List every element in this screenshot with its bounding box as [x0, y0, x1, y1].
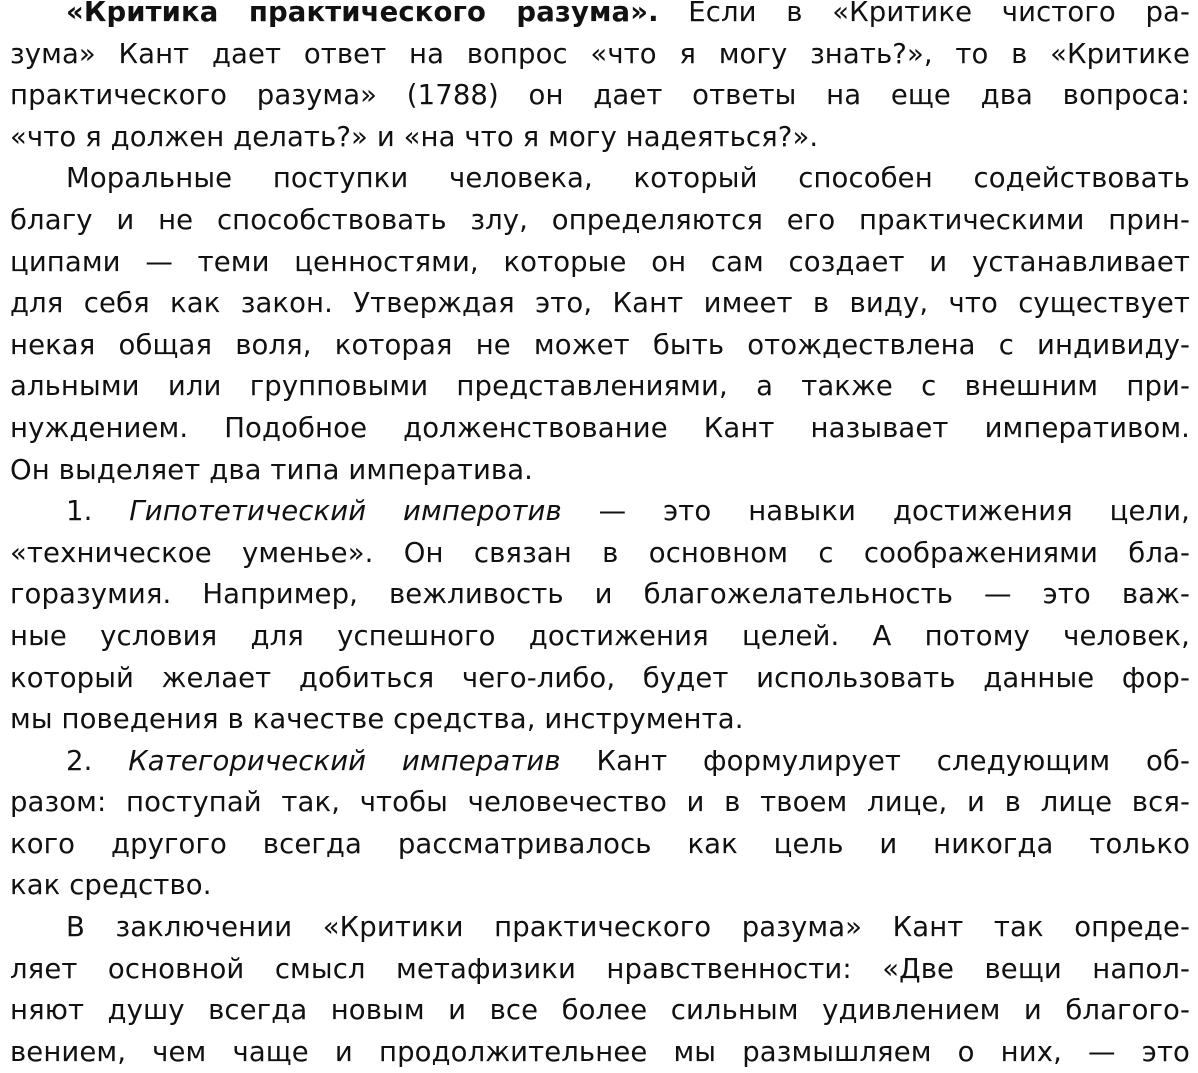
text-fragment: практического разума» (1788) он дает ответы на еще два вопроса: [10, 79, 1190, 112]
text-line [10, 574, 1190, 616]
text-line [10, 741, 1190, 783]
list-number: 1. [66, 495, 130, 528]
text-line [10, 117, 1190, 159]
text-line [10, 782, 1190, 824]
text-fragment: ные условия для успешного достижения целей. А потому человек, [10, 619, 1190, 652]
text-fragment: для себя как закон. Утверждая это, Кант имеет в виду, что существует [10, 287, 1190, 320]
text-fragment: Если в «Критике чистого ра- [658, 0, 1190, 28]
text-line [10, 1032, 1190, 1070]
text-fragment: кого другого всегда рассматривалось как цель и никогда только [10, 827, 1190, 860]
text-line [10, 242, 1190, 284]
text-line [10, 699, 1190, 741]
text-line [10, 283, 1190, 325]
text-fragment: — это навыки достижения цели, [561, 495, 1190, 528]
text-fragment: «что я должен делать?» и «на что я могу надеяться?». [10, 120, 819, 153]
text-fragment: Кант формулирует следующим об- [560, 744, 1190, 777]
text-line [10, 366, 1190, 408]
text-line [10, 408, 1190, 450]
text-fragment: благу и не способствовать злу, определяются его практическими прин- [10, 203, 1190, 236]
text-line [10, 658, 1190, 700]
text-line [10, 824, 1190, 866]
text-fragment: няют душу всегда новым и все более сильным удивлением и благого- [10, 994, 1190, 1027]
section-heading: «Критика практического разума». [66, 0, 659, 28]
text-fragment: ципами — теми ценностями, которые он сам создает и устанавливает [10, 245, 1190, 278]
text-fragment: альными или групповыми представлениями, а также с внешним при- [10, 370, 1190, 403]
list-number: 2. [66, 744, 129, 777]
text-fragment: «техническое уменье». Он связан в основном с соображениями бла- [10, 536, 1190, 569]
text-fragment: некая общая воля, которая не может быть отождествлена с индивиду- [10, 328, 1190, 361]
document-page [10, 0, 1190, 1070]
text-line [10, 0, 1190, 34]
text-line [10, 533, 1190, 575]
term-hypothetical-imperative: Гипотетический имперотив [129, 495, 562, 528]
text-line [10, 200, 1190, 242]
text-fragment: нуждением. Подобное долженствование Кант называет императивом. [10, 411, 1190, 444]
term-categorical-imperative: Категорический императив [128, 744, 561, 777]
text-fragment: зума» Кант дает ответ на вопрос «что я могу знать?», то в «Критике [10, 37, 1190, 70]
text-fragment: ляет основной смысл метафизики нравственности: «Две вещи напол- [10, 952, 1190, 985]
text-fragment: Моральные поступки человека, который способен содействовать [66, 162, 1190, 195]
text-line [10, 907, 1190, 949]
text-fragment: как средство. [10, 869, 212, 902]
text-line [10, 158, 1190, 200]
text-fragment: вением, чем чаще и продолжительнее мы размышляем о них, — это [10, 1035, 1190, 1068]
text-fragment: В заключении «Критики практического разума» Кант так опреде- [66, 911, 1190, 944]
text-fragment: разом: поступай так, чтобы человечество и в твоем лице, и в лице вся- [10, 786, 1190, 819]
text-line [10, 990, 1190, 1032]
text-fragment: Он выделяет два типа императива. [10, 453, 534, 486]
text-fragment: горазумия. Например, вежливость и благожелательность — это важ- [10, 578, 1190, 611]
text-line [10, 865, 1190, 907]
text-fragment: который желает добиться чего-либо, будет использовать данные фор- [10, 661, 1190, 694]
text-line [10, 34, 1190, 76]
text-line [10, 450, 1190, 492]
text-fragment: мы поведения в качестве средства, инструмента. [10, 703, 744, 736]
text-line [10, 491, 1190, 533]
text-line [10, 325, 1190, 367]
text-line [10, 616, 1190, 658]
text-line [10, 949, 1190, 991]
text-line [10, 75, 1190, 117]
